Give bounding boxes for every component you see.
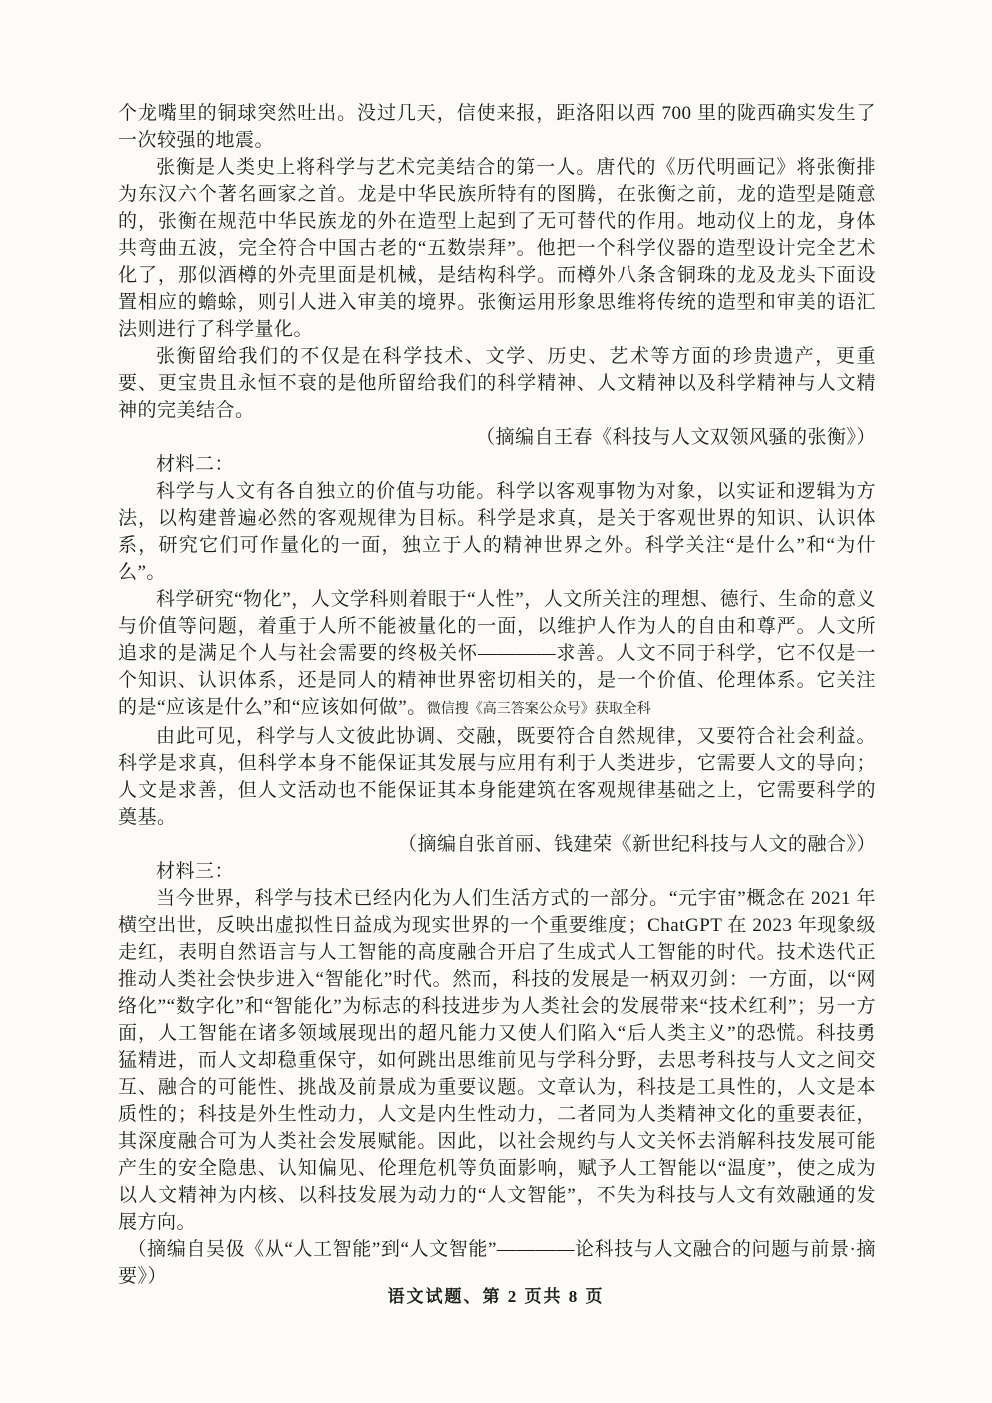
- material-3-paragraph: 当今世界，科学与技术已经内化为人们生活方式的一部分。“元宇宙”概念在 2021 年横空出世，反映出虚拟性日益成为现实世界的一个重要维度；ChatGPT 在 2023 年现象级走红，表明自然语言与人工智能的高度融合开启了生成式人工智能的时代。技术迭代正推动人类社会快步进入“智能化”时代。然而，科技的发展是一柄双刃剑：一方面，以“网络化”“数字化”和“智能化”为标志的科技进步为人类社会的发展带来“技术红利”；另一方面，人工智能在诸多领域展现出的超凡能力又使人们陷入“后人类主义”的恐慌。科技勇猛精进，而人文却稳重保守，如何跳出思维前见与学科分野，去思考科技与人文之间交互、融合的可能性、挑战及前景成为重要议题。文章认为，科技是工具性的，人文是本质性的；科技是外生性动力，人文是内生性动力，二者同为人类精神文化的重要表征，其深度融合可为人类社会发展赋能。因此，以社会规约与人文关怀去消解科技发展可能产生的安全隐患、认知偏见、伦理危机等负面影响，赋予人工智能以“温度”，使之成为以人文精神为内核、以科技发展为动力的“人文智能”，不失为科技与人文有效融通的发展方向。: [118, 888, 876, 1233]
- material-2-paragraph: [118, 586, 876, 723]
- promo-text: 微信搜《高三答案公众号》获取全科: [426, 702, 651, 717]
- page-footer: 语文试题、第 2 页共 8 页: [387, 1287, 605, 1306]
- material-2-heading: 材料二：: [156, 454, 235, 475]
- material-1-paragraph: 张衡是人类史上将科学与艺术完美结合的第一人。唐代的《历代明画记》将张衡排为东汉六个著名画家之首。龙是中华民族所特有的图腾，在张衡之前，龙的造型是随意的，张衡在规范中华民族龙的外在造型上起到了无可替代的作用。地动仪上的龙，身体共弯曲五波，完全符合中国古老的“五数崇拜”。他把一个科学仪器的造型设计完全艺术化了，那似酒樽的外壳里面是机械，是结构科学。而樽外八条含铜珠的龙及龙头下面设置相应的蟾蜍，则引人进入审美的境界。张衡运用形象思维将传统的造型和审美的语汇法则进行了科学量化。: [118, 157, 876, 340]
- material-1-attribution: （摘编自王春《科技与人文双领风骚的张衡》）: [475, 427, 876, 448]
- material-2-attribution: （摘编自张首丽、钱建荣《新世纪科技与人文的融合》）: [397, 834, 876, 855]
- document-body: [118, 100, 876, 1290]
- material-2-paragraph: 科学与人文有各自独立的价值与功能。科学以客观事物为对象，以实证和逻辑为方法，以构建普遍必然的客观规律为目标。科学是求真，是关于客观世界的知识、认识体系，研究它们可作量化的一面，独立于人的精神世界之外。科学关注“是什么”和“为什么”。: [118, 481, 876, 583]
- material-2-paragraph-text: 科学研究“物化”，人文学科则着眼于“人性”，人文所关注的理想、德行、生命的意义与价值等问题，着重于人所不能被量化的一面，以维护人作为人的自由和尊严。人文所追求的是满足个人与社会需要的终极关怀————求善。人文不同于科学，它不仅是一个知识、认识体系，还是同人的精神世界密切相关的，是一个价值、伦理体系。它关注的是“应该是什么”和“应该如何做”。: [118, 589, 876, 718]
- material-2-paragraph: 由此可见，科学与人文彼此协调、交融，既要符合自然规律，又要符合社会利益。科学是求真，但科学本身不能保证其发展与应用有利于人类进步，它需要人文的导向；人文是求善，但人文活动也不能保证其本身能建筑在客观规律基础之上，它需要科学的奠基。: [118, 726, 876, 828]
- material-1-paragraph: 张衡留给我们的不仅是在科学技术、文学、历史、艺术等方面的珍贵遗产，更重要、更宝贵且永恒不衰的是他所留给我们的科学精神、人文精神以及科学精神与人文精神的完美结合。: [118, 346, 876, 421]
- material-3-heading: 材料三：: [156, 861, 235, 882]
- material-3-attribution: （摘编自吴伋《从“人工智能”到“人文智能”————论科技与人文融合的问题与前景·摘要》）: [118, 1239, 876, 1287]
- material-1-paragraph-continued: 个龙嘴里的铜球突然吐出。没过几天，信使来报，距洛阳以西 700 里的陇西确实发生了一次较强的地震。: [118, 103, 876, 151]
